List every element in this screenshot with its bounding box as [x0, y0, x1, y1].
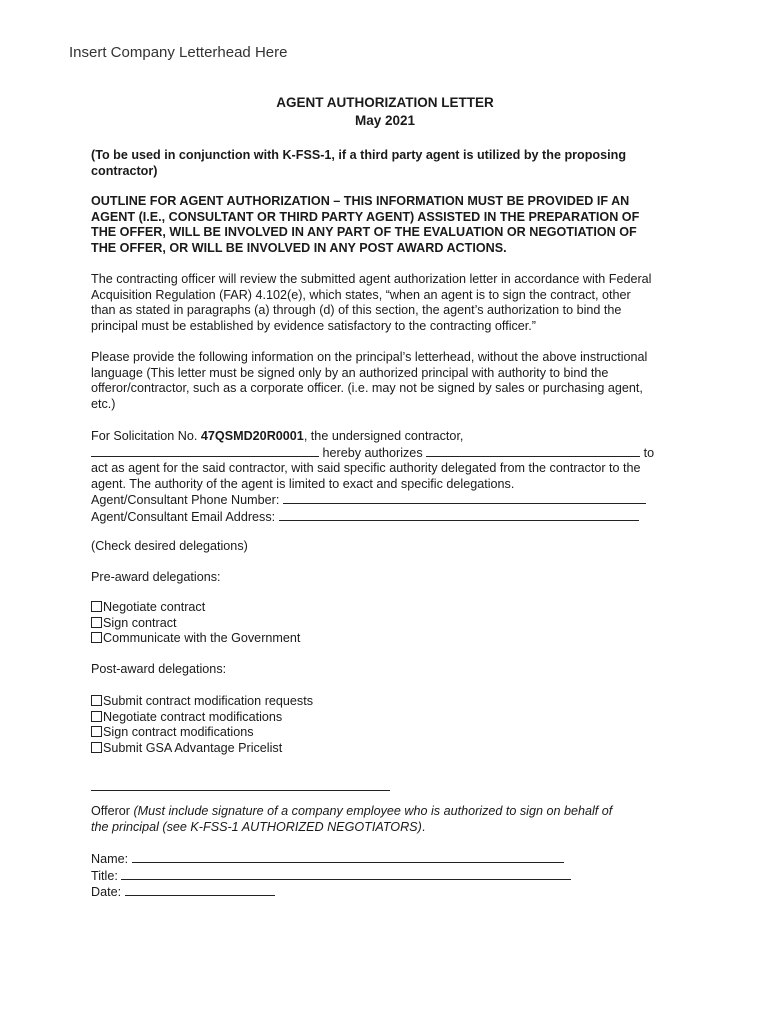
- pre-award-heading: Pre-award delegations:: [91, 570, 221, 584]
- instructions-line: Please provide the following information on the principal’s letterhead, without the above instructional: [91, 350, 648, 364]
- title-blank[interactable]: [121, 868, 571, 880]
- delegation-label: Negotiate contract modifications: [103, 709, 283, 724]
- phone-label: Agent/Consultant Phone Number:: [91, 493, 283, 508]
- signature-caption: [91, 804, 612, 835]
- signature-caption-line: [91, 820, 612, 836]
- name-blank[interactable]: [132, 851, 564, 863]
- checkbox-icon[interactable]: [91, 726, 102, 737]
- authority-line: act as agent for the said contractor, with said specific authority delegated from the contractor to the: [91, 461, 641, 476]
- usage-note-line: (To be used in conjunction with K-FSS-1, if a third party agent is utilized by the proposing: [91, 148, 627, 162]
- delegation-item[interactable]: [91, 600, 300, 616]
- title-field-line: [91, 868, 571, 885]
- usage-note: [91, 148, 626, 179]
- contractor-name-blank[interactable]: [91, 445, 319, 457]
- authorization-line: [91, 445, 654, 462]
- signature-note: (Must include signature of a company employee who is authorized to sign on behalf of: [133, 804, 613, 818]
- checkbox-icon[interactable]: [91, 617, 102, 628]
- email-line: [91, 509, 654, 526]
- post-award-list: [91, 694, 313, 756]
- delegation-item[interactable]: [91, 710, 313, 726]
- signer-fields: [91, 851, 571, 901]
- delegation-item[interactable]: [91, 616, 300, 632]
- outline-paragraph: [91, 194, 639, 256]
- name-label: Name:: [91, 852, 132, 866]
- checkbox-icon[interactable]: [91, 601, 102, 612]
- far-line: Acquisition Regulation (FAR) 4.102(e), which states, “when an agent is to sign the contract, other: [91, 287, 631, 302]
- delegation-item[interactable]: [91, 631, 300, 647]
- delegation-label: Submit contract modification requests: [103, 694, 313, 708]
- signature-line[interactable]: [91, 790, 390, 791]
- far-line: principal must be established by evidence satisfactory to the contracting officer.”: [91, 318, 536, 333]
- checkbox-icon[interactable]: [91, 632, 102, 643]
- checkbox-icon[interactable]: [91, 711, 102, 722]
- authority-limit-line: agent. The authority of the agent is limited to exact and specific delegations.: [91, 476, 515, 491]
- page-title: AGENT AUTHORIZATION LETTER: [276, 95, 494, 110]
- date-field-line: [91, 884, 571, 901]
- hereby-text: hereby authorizes: [319, 445, 427, 460]
- offeror-label: Offeror: [91, 804, 134, 818]
- letterhead-placeholder: Insert Company Letterhead Here: [69, 44, 288, 61]
- checkbox-icon[interactable]: [91, 695, 102, 706]
- solicitation-line: [91, 429, 654, 445]
- delegation-item[interactable]: [91, 741, 313, 757]
- email-label: Agent/Consultant Email Address:: [91, 509, 279, 524]
- usage-note-line: contractor): [91, 163, 158, 178]
- name-field-line: [91, 851, 571, 868]
- phone-line: [91, 492, 654, 509]
- far-paragraph: [91, 272, 651, 334]
- signature-note-end: .: [421, 819, 426, 834]
- signature-caption-line: [91, 804, 612, 820]
- outline-line: THE OFFER, WILL BE INVOLVED IN ANY PART OF THE EVALUATION OR NEGOTIATION OF: [91, 225, 637, 240]
- instructions-line: offeror/contractor, such as a corporate officer. (i.e. may not be signed by sales or purchasing agent,: [91, 381, 643, 396]
- agent-name-blank[interactable]: [426, 445, 640, 457]
- delegation-item[interactable]: [91, 694, 313, 710]
- document-date: May 2021: [354, 113, 416, 128]
- solicitation-number: 47QSMD20R0001: [200, 429, 304, 443]
- outline-line: OUTLINE FOR AGENT AUTHORIZATION – THIS INFORMATION MUST BE PROVIDED IF AN: [91, 194, 630, 208]
- checkbox-icon[interactable]: [91, 742, 102, 753]
- delegation-label: Sign contract modifications: [103, 725, 254, 740]
- delegation-item[interactable]: [91, 725, 313, 741]
- outline-line: AGENT (I.E., CONSULTANT OR THIRD PARTY AGENT) ASSISTED IN THE PREPARATION OF: [91, 209, 640, 224]
- title-label: Title:: [91, 868, 122, 883]
- far-line: than as stated in paragraphs (a) through (d) of this section, the agent’s authorization to bind the: [91, 303, 622, 318]
- far-line: The contracting officer will review the submitted agent authorization letter in accordance with Federal: [91, 272, 652, 286]
- post-award-heading: Post-award delegations:: [91, 662, 227, 676]
- instructions-paragraph: [91, 350, 647, 412]
- delegation-label: Communicate with the Government: [103, 631, 301, 646]
- signature-note: the principal (see K-FSS-1 AUTHORIZED NEGOTIATORS): [91, 819, 422, 834]
- pre-award-list: [91, 600, 300, 647]
- check-delegations-note: (Check desired delegations): [91, 539, 248, 553]
- phone-number-blank[interactable]: [283, 492, 646, 504]
- to-text: to: [640, 445, 655, 460]
- delegation-label: Sign contract: [103, 615, 177, 630]
- delegation-label: Negotiate contract: [103, 600, 206, 614]
- instructions-line: language (This letter must be signed only by an authorized principal with authority to bind the: [91, 365, 609, 380]
- delegation-label: Submit GSA Advantage Pricelist: [103, 740, 283, 755]
- outline-line: THE OFFER, OR WILL BE INVOLVED IN ANY POST AWARD ACTIONS.: [91, 240, 507, 255]
- solicitation-prefix: For Solicitation No.: [91, 429, 201, 443]
- email-address-blank[interactable]: [279, 509, 639, 521]
- date-label: Date:: [91, 885, 125, 900]
- date-blank[interactable]: [125, 884, 275, 896]
- instructions-line: etc.): [91, 396, 116, 411]
- solicitation-paragraph: [91, 429, 654, 526]
- solicitation-suffix: , the undersigned contractor,: [303, 429, 464, 443]
